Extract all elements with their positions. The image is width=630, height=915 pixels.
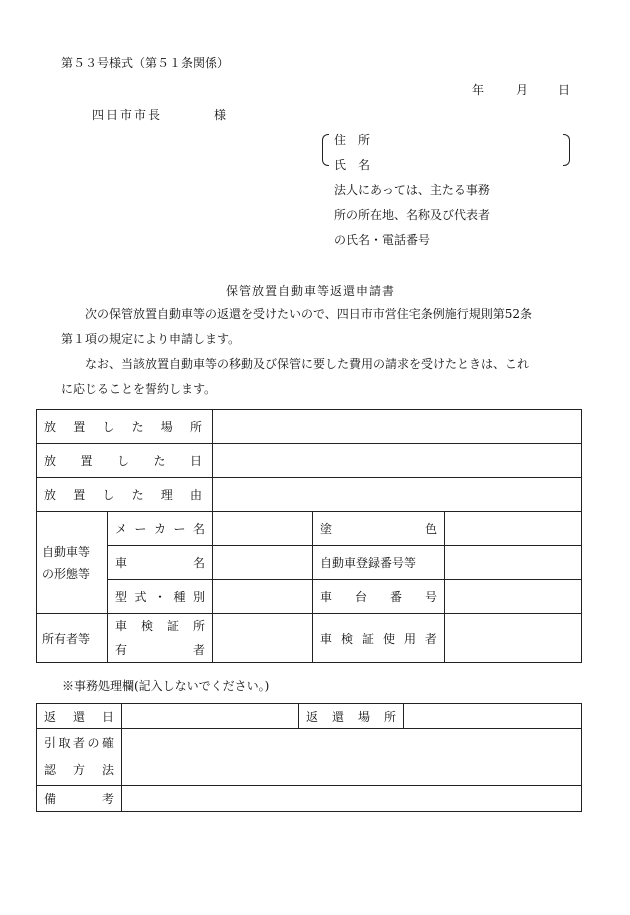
remarks-label-cell — [37, 786, 122, 812]
confirm-method-label-cell — [37, 729, 122, 786]
office-use-table — [36, 703, 582, 812]
cert-user-input[interactable] — [445, 614, 582, 663]
date-year-label: 年 — [472, 83, 485, 97]
body-line: に応じることを誓約します。 — [61, 382, 217, 396]
reg-number-input[interactable] — [445, 546, 582, 580]
return-place-input[interactable] — [404, 704, 582, 729]
cert-user-label: 車 検 証 使 用 者 — [320, 631, 437, 646]
vehicle-group-label: の形態等 — [42, 566, 91, 581]
place-label-cell — [37, 410, 213, 444]
maker-input[interactable] — [213, 512, 313, 546]
owner-group-label: 所有者等 — [42, 631, 91, 646]
maker-label: メ ー カ ー 名 — [115, 522, 205, 536]
date-label-cell — [37, 444, 213, 478]
date-label: 放 置 し た 日 — [44, 454, 202, 468]
body-paragraph-2 — [61, 352, 591, 402]
return-date-label: 返 還 日 — [44, 709, 114, 724]
chassis-input[interactable] — [445, 580, 582, 614]
body-line: 次の保管放置自動車等の返還を受けたいので、四日市市営住宅条例施行規則第52条 — [85, 307, 533, 321]
car-name-label: 車 名 — [115, 556, 205, 570]
vehicle-info-table — [36, 409, 582, 663]
addressee-honorific: 様 — [214, 108, 227, 122]
reason-label-cell — [37, 478, 213, 512]
applicant-note-line: の氏名・電話番号 — [334, 233, 431, 247]
left-bracket — [322, 134, 329, 166]
maker-label-cell — [108, 512, 213, 546]
car-name-input[interactable] — [213, 546, 313, 580]
reason-input[interactable] — [213, 478, 582, 512]
applicant-note-line: 所の所在地、名称及び代表者 — [334, 208, 491, 222]
applicant-address-label: 住 所 — [334, 133, 371, 147]
place-input[interactable] — [213, 410, 582, 444]
date-day-label: 日 — [558, 83, 571, 97]
model-input[interactable] — [213, 580, 313, 614]
color-input[interactable] — [445, 512, 582, 546]
remarks-label: 備 考 — [44, 792, 114, 806]
confirm-method-input[interactable] — [122, 729, 582, 786]
chassis-label: 車 台 番 号 — [320, 590, 437, 604]
cert-owner-label: 有 者 — [115, 643, 205, 657]
return-place-label-cell — [299, 704, 404, 729]
cert-owner-input[interactable] — [213, 614, 313, 663]
owner-group-cell — [37, 614, 108, 663]
chassis-label-cell — [313, 580, 445, 614]
date-month-label: 月 — [516, 83, 529, 97]
cert-owner-label: 車 検 証 所 — [115, 619, 205, 633]
color-label: 塗 色 — [320, 522, 437, 536]
reason-label: 放 置 し た 理 由 — [44, 488, 202, 502]
return-date-input[interactable] — [122, 704, 299, 729]
confirm-method-label: 引 取 者 の 確 — [44, 736, 114, 750]
applicant-note-line: 法人にあっては、主たる事務 — [334, 183, 490, 197]
vehicle-group-cell — [37, 512, 108, 614]
model-label-cell — [108, 580, 213, 614]
body-line: 第１項の規定により申請します。 — [61, 332, 241, 346]
office-use-note: ※事務処理欄(記入しないでください。) — [62, 679, 270, 693]
body-paragraph-1 — [61, 302, 591, 352]
car-name-label-cell — [108, 546, 213, 580]
form-number: 第５３号様式（第５１条関係） — [61, 56, 230, 70]
right-bracket — [563, 134, 570, 166]
body-line: なお、当該放置自動車等の移動及び保管に要した費用の請求を受けたときは、これ — [85, 357, 530, 371]
document-title: 保管放置自動車等返還申請書 — [226, 284, 396, 298]
vehicle-group-label: 自動車等 — [42, 544, 91, 559]
cert-owner-label-cell — [108, 614, 213, 663]
cert-user-label-cell — [313, 614, 445, 663]
remarks-input[interactable] — [122, 786, 582, 812]
color-label-cell — [313, 512, 445, 546]
place-label: 放 置 し た 場 所 — [44, 420, 202, 434]
applicant-name-label: 氏 名 — [334, 158, 371, 172]
date-input[interactable] — [213, 444, 582, 478]
reg-number-label: 自動車登録番号等 — [320, 556, 417, 570]
reg-number-label-cell — [313, 546, 445, 580]
model-label: 型 式 ・ 種 別 — [115, 590, 205, 604]
addressee: 四日市市長 — [92, 108, 163, 122]
confirm-method-label: 認 方 法 — [44, 763, 114, 777]
return-date-label-cell — [37, 704, 122, 729]
return-place-label: 返 還 場 所 — [306, 709, 396, 724]
